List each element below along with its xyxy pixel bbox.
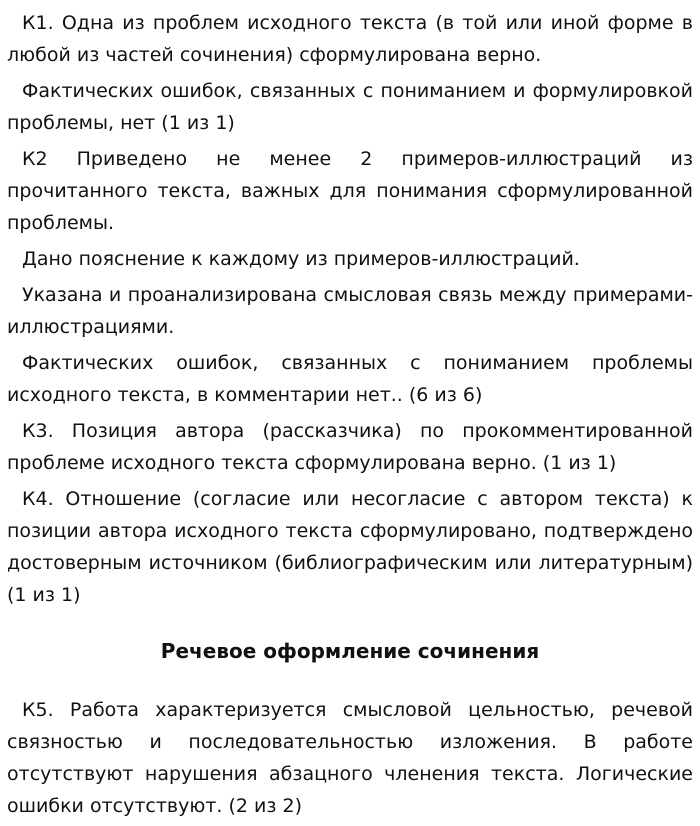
criterion-k5-paragraph: К5. Работа характеризуется смысловой цельностью, речевой связностью и последовательностью изложения. В работе отсутствуют нарушения абзацного членения текста. Логические ошибки отсутствуют. (2 из 2) xyxy=(7,699,693,817)
criterion-k3-paragraph: К3. Позиция автора (рассказчика) по прокомментированной проблеме исходного текста сформулирована верно. (1 из 1) xyxy=(7,420,693,474)
criterion-k2-connection-paragraph: Указана и проанализирована смысловая связь между примерами-иллюстрациями. xyxy=(7,284,693,338)
document-body xyxy=(7,7,693,826)
criterion-k2-explanation-paragraph: Дано пояснение к каждому из примеров-иллюстраций. xyxy=(22,248,580,270)
section-heading: Речевое оформление сочинения xyxy=(160,639,540,663)
criterion-k2-paragraph: К2 Приведено не менее 2 примеров-иллюстраций из прочитанного текста, важных для понимания сформулированной проблемы. xyxy=(7,148,693,234)
criterion-k2-errors-paragraph: Фактических ошибок, связанных с пониманием проблемы исходного текста, в комментарии нет.. (6 из 6) xyxy=(7,352,693,406)
criterion-k4-paragraph: К4. Отношение (согласие или несогласие с автором текста) к позиции автора исходного текста сформулировано, подтверждено достоверным источником (библиографическим или литературным) (1 из 1) xyxy=(7,488,693,606)
criterion-k1-errors-paragraph: Фактических ошибок, связанных с пониманием и формулировкой проблемы, нет (1 из 1) xyxy=(7,80,693,134)
criterion-k1-paragraph: К1. Одна из проблем исходного текста (в той или иной форме в любой из частей сочинения) сформулирована верно. xyxy=(7,12,693,66)
